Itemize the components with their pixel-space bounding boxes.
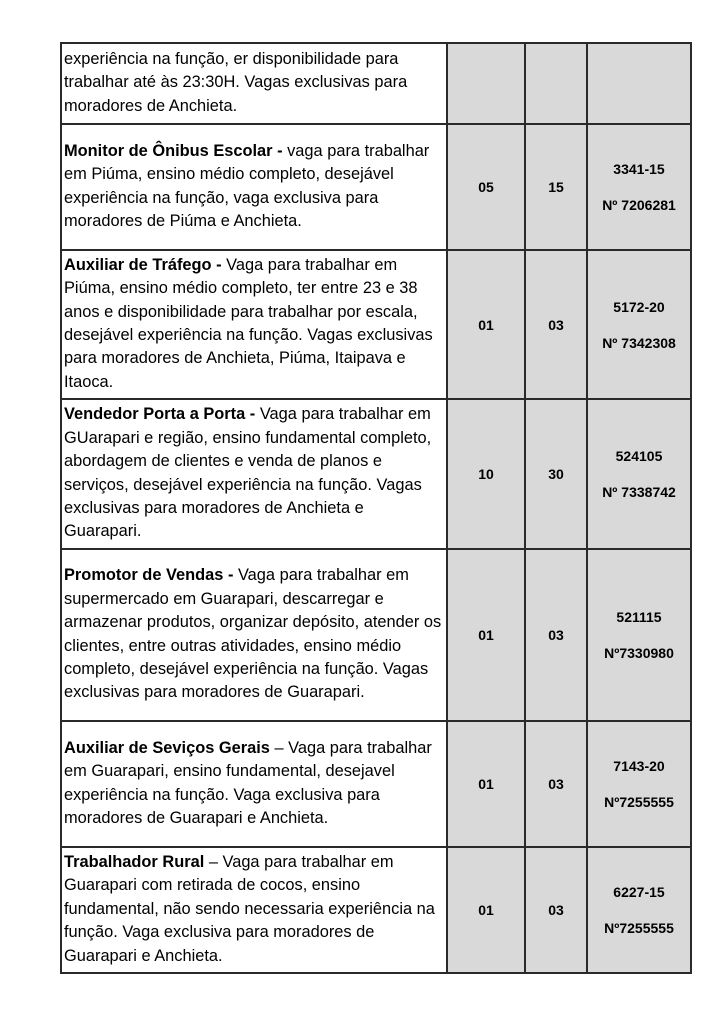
table-row bbox=[61, 43, 691, 124]
job-details: – Vaga para trabalhar em Guarapari, ensino fundamental, desejavel experiência na função. Vaga exclusiva para moradores de Guarapari e Anchieta. bbox=[64, 738, 432, 827]
job-description bbox=[61, 721, 447, 847]
openings-cell: 01 bbox=[447, 847, 525, 973]
openings-cell: 01 bbox=[447, 721, 525, 847]
code-cell bbox=[587, 721, 691, 847]
openings-cell: 05 bbox=[447, 124, 525, 250]
table-row bbox=[61, 549, 691, 721]
vacancy-number: Nº 7206281 bbox=[602, 197, 676, 213]
code-cell bbox=[587, 847, 691, 973]
cbo-code: 7143-20 bbox=[613, 758, 665, 774]
cbo-code: 3341-15 bbox=[613, 161, 665, 177]
job-title: Monitor de Ônibus Escolar - bbox=[64, 141, 283, 160]
table-row bbox=[61, 124, 691, 250]
table-row bbox=[61, 250, 691, 399]
cbo-code: 524105 bbox=[615, 448, 663, 464]
referrals-cell bbox=[525, 43, 587, 124]
cbo-code: 5172-20 bbox=[613, 298, 665, 315]
code-cell bbox=[587, 124, 691, 250]
job-details: – Vaga para trabalhar em Guarapari com retirada de cocos, ensino fundamental, não sendo necessaria experiência na função. Vaga exclusiva para moradores de Guarapari e Anchieta. bbox=[64, 852, 435, 965]
job-description bbox=[61, 43, 447, 124]
table-row bbox=[61, 847, 691, 973]
table-row bbox=[61, 721, 691, 847]
jobs-table bbox=[60, 42, 692, 974]
code-cell bbox=[587, 549, 691, 721]
job-details: Vaga para trabalhar em GUarapari e região, ensino fundamental completo, abordagem de clientes e venda de planos e serviços, desejável experiência na função. Vagas exclusivas para moradores de Anchieta e Guarapari. bbox=[64, 405, 432, 541]
referrals-cell: 03 bbox=[525, 847, 587, 973]
openings-cell: 01 bbox=[447, 250, 525, 399]
referrals-cell: 03 bbox=[525, 250, 587, 399]
referrals-cell: 15 bbox=[525, 124, 587, 250]
openings-cell: 10 bbox=[447, 399, 525, 549]
referrals-cell: 03 bbox=[525, 549, 587, 721]
vacancy-number: Nº7255555 bbox=[604, 794, 674, 810]
job-details: vaga para trabalhar em Piúma, ensino médio completo, desejável experiência na função, vaga exclusiva para moradores de Piúma e Anchieta. bbox=[64, 141, 430, 230]
table-row bbox=[61, 399, 691, 549]
referrals-cell: 30 bbox=[525, 399, 587, 549]
referrals-cell: 03 bbox=[525, 721, 587, 847]
job-description bbox=[61, 124, 447, 250]
job-title: Trabalhador Rural bbox=[64, 852, 205, 871]
job-details: experiência na função, er disponibilidade para trabalhar até às 23:30H. Vagas exclusivas para moradores de Anchieta. bbox=[64, 49, 408, 115]
job-title: Auxiliar de Tráfego - bbox=[64, 255, 222, 274]
openings-cell: 01 bbox=[447, 549, 525, 721]
code-cell bbox=[587, 399, 691, 549]
code-cell bbox=[587, 250, 691, 399]
vacancy-number: Nº 7338742 bbox=[602, 484, 676, 500]
job-details: Vaga para trabalhar em supermercado em Guarapari, descarregar e armazenar produtos, organizar depósito, atender os clientes, entre outras atividades, ensino médio completo, desejável experiência na função. Vagas exclusivas para moradores de Guarapari. bbox=[64, 566, 442, 702]
code-cell bbox=[587, 43, 691, 124]
job-description bbox=[61, 549, 447, 721]
vacancy-number: Nº 7342308 bbox=[602, 334, 676, 351]
job-description bbox=[61, 847, 447, 973]
job-description bbox=[61, 399, 447, 549]
cbo-code: 521115 bbox=[616, 609, 662, 625]
job-title: Promotor de Vendas - bbox=[64, 566, 234, 585]
job-description bbox=[61, 250, 447, 399]
job-details: Vaga para trabalhar em Piúma, ensino médio completo, ter entre 23 e 38 anos e disponibilidade para trabalhar por escala, desejável experiência na função. Vagas exclusivas para moradores de Anchieta, Piúma, Itaipava e Itaoca. bbox=[64, 255, 433, 391]
job-title: Auxiliar de Seviços Gerais bbox=[64, 738, 270, 757]
vacancy-number: Nº7255555 bbox=[604, 920, 674, 936]
vacancy-number: Nº7330980 bbox=[604, 645, 674, 661]
job-title: Vendedor Porta a Porta - bbox=[64, 405, 256, 424]
cbo-code: 6227-15 bbox=[613, 884, 665, 900]
openings-cell bbox=[447, 43, 525, 124]
